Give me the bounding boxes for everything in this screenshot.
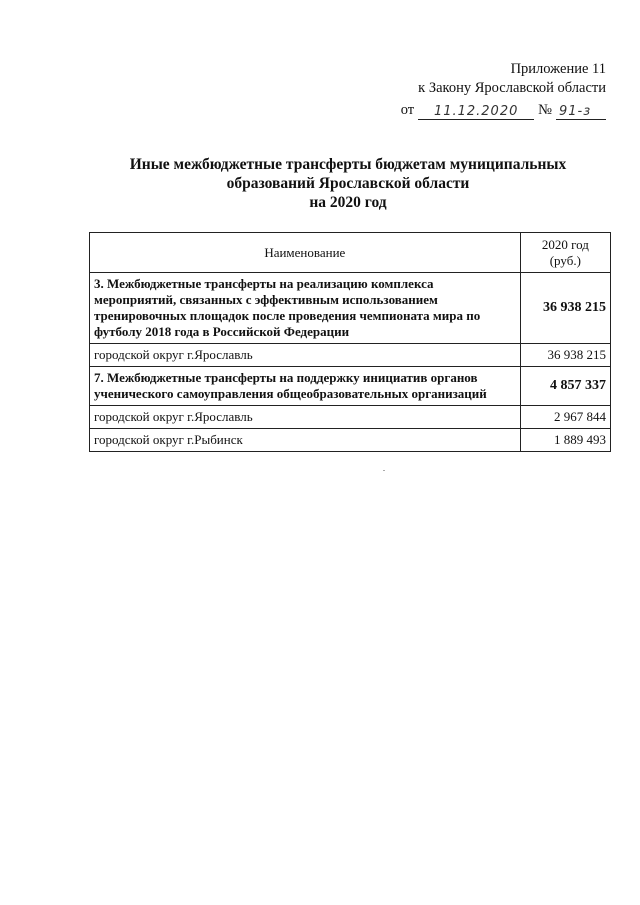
law-reference: к Закону Ярославской области <box>418 80 606 96</box>
from-label: от <box>400 102 415 118</box>
row-name: 3. Межбюджетные трансферты на реализацию комплекса мероприятий, связанных с эффективным использованием тренировочных площадок после проведения чемпионата мира по футболу 2018 года в Российской Федерации <box>90 273 521 344</box>
title-line-2: образований Ярославской области <box>226 175 470 192</box>
table-row <box>90 273 611 344</box>
transfers-table <box>89 232 611 452</box>
row-value: 1 889 493 <box>520 429 610 452</box>
row-value: 36 938 215 <box>520 273 610 344</box>
scan-speck <box>383 470 385 471</box>
table-row <box>90 344 611 367</box>
row-value: 2 967 844 <box>520 406 610 429</box>
header-value-year: 2020 год <box>541 236 589 252</box>
law-date: 11.12.2020 <box>418 104 534 120</box>
appendix-label: Приложение 11 <box>510 61 606 77</box>
row-value: 36 938 215 <box>520 344 610 367</box>
row-name: городской округ г.Ярославль <box>90 344 521 367</box>
title-line-3: на 2020 год <box>309 194 387 211</box>
table-header-row <box>90 233 611 273</box>
number-label: № <box>538 102 552 118</box>
law-number: 91-з <box>556 104 606 120</box>
law-date-number <box>401 101 606 120</box>
table-row <box>90 429 611 452</box>
title-line-1: Иные межбюджетные трансферты бюджетам муниципальных <box>129 156 567 173</box>
row-name: городской округ г.Ярославль <box>90 406 521 429</box>
row-value: 4 857 337 <box>520 367 610 406</box>
row-name: 7. Межбюджетные трансферты на поддержку инициатив органов ученического самоуправления общеобразовательных организаций <box>90 367 521 406</box>
row-name: городской округ г.Рыбинск <box>90 429 521 452</box>
header-value-unit: (руб.) <box>549 252 581 268</box>
document-header <box>401 60 606 120</box>
document-title <box>0 155 640 212</box>
table-row <box>90 367 611 406</box>
header-name: Наименование <box>90 233 521 273</box>
table-row <box>90 406 611 429</box>
header-value <box>520 233 610 273</box>
